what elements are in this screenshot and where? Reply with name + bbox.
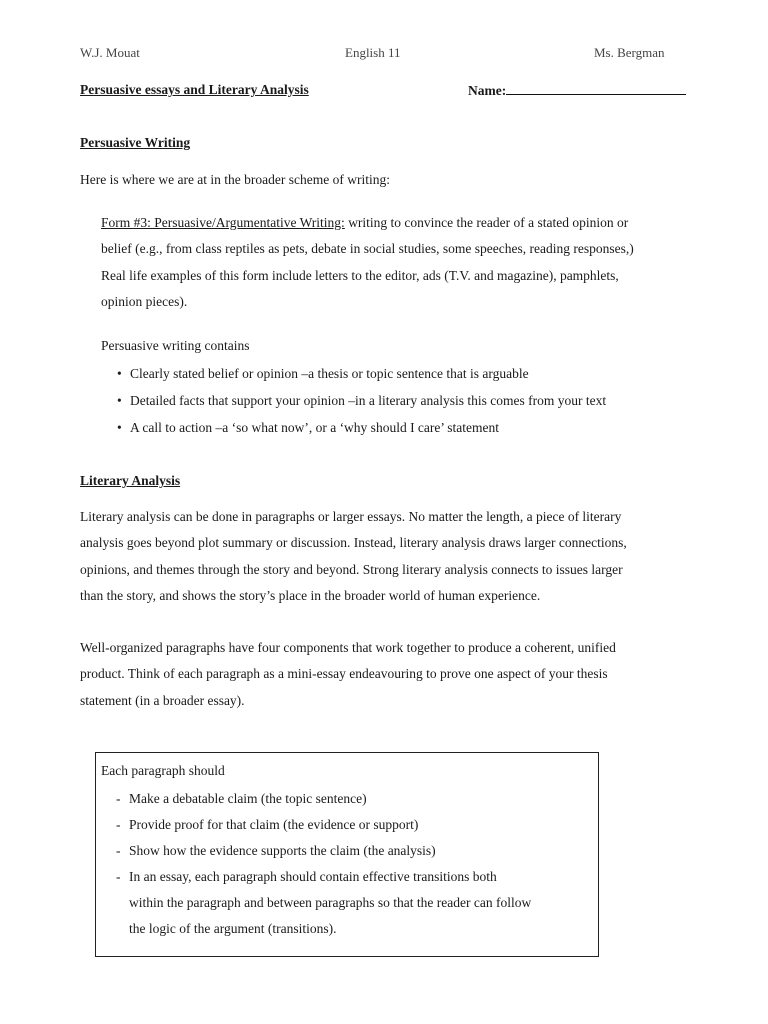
dash-icon: - (116, 817, 121, 832)
form-description (101, 210, 634, 316)
name-field (468, 82, 686, 99)
bullet-icon: • (117, 393, 122, 408)
list-item-continuation: the logic of the argument (transitions). (129, 921, 337, 936)
form-line-3: Real life examples of this form include letters to the editor, ads (T.V. and magazine), pamphlets, (101, 267, 619, 283)
dash-icon: - (116, 843, 121, 858)
list-item: - Make a debatable claim (the topic sentence) (116, 786, 586, 812)
list-item: - Provide proof for that claim (the evidence or support) (116, 812, 586, 838)
list-item: • A call to action –a ‘so what now’, or a ‘why should I care’ statement (117, 414, 717, 441)
list-item: • Detailed facts that support your opinion –in a literary analysis this comes from your text (117, 387, 717, 414)
header-teacher: Ms. Bergman (594, 45, 665, 60)
section-heading-literary: Literary Analysis (80, 473, 181, 488)
list-item: • Clearly stated belief or opinion –a thesis or topic sentence that is arguable (117, 360, 717, 387)
dash-icon: - (116, 869, 121, 884)
form-text: writing to convince the reader of a stated opinion or (344, 215, 629, 230)
list-item: - In an essay, each paragraph should contain effective transitions both (116, 864, 586, 890)
header-author: W.J. Mouat (80, 45, 140, 60)
box-intro: Each paragraph should (101, 763, 225, 778)
paragraph-checklist-box (95, 752, 599, 957)
form-line-1 (101, 210, 634, 236)
list-item-continuation: within the paragraph and between paragraphs so that the reader can follow (129, 895, 532, 910)
name-blank-line (506, 82, 686, 95)
literary-paragraph-2: Well-organized paragraphs have four components that work together to produce a coherent, unified product. Think of each paragraph as a mini-essay endeavouring to prove one aspect of your thesis statement (in a broader essay). (80, 640, 616, 708)
persuasive-intro: Here is where we are at in the broader scheme of writing: (80, 172, 390, 187)
contains-label: Persuasive writing contains (101, 338, 250, 353)
bullet-icon: • (117, 366, 122, 381)
form-line-4: opinion pieces). (101, 294, 188, 310)
persuasive-bullet-list (117, 360, 717, 441)
literary-paragraph-1: Literary analysis can be done in paragraphs or larger essays. No matter the length, a piece of literary analysis goes beyond plot summary or discussion. Instead, literary analysis draws larger connections, opinions, and themes through the story and beyond. Strong literary analysis connects to issues larger than the story, and shows the story’s place in the broader world of human experience. (80, 509, 627, 604)
document-title: Persuasive essays and Literary Analysis (80, 82, 309, 97)
name-label: Name: (468, 83, 507, 98)
section-heading-persuasive: Persuasive Writing (80, 135, 191, 150)
header-course: English 11 (345, 45, 401, 60)
form-label: Form #3: Persuasive/Argumentative Writing: (101, 215, 345, 230)
list-item: - Show how the evidence supports the claim (the analysis) (116, 838, 586, 864)
dash-icon: - (116, 791, 121, 806)
form-line-2: belief (e.g., from class reptiles as pets, debate in social studies, some speeches, reading responses,) (101, 241, 634, 257)
bullet-icon: • (117, 420, 122, 435)
box-list (116, 786, 586, 942)
